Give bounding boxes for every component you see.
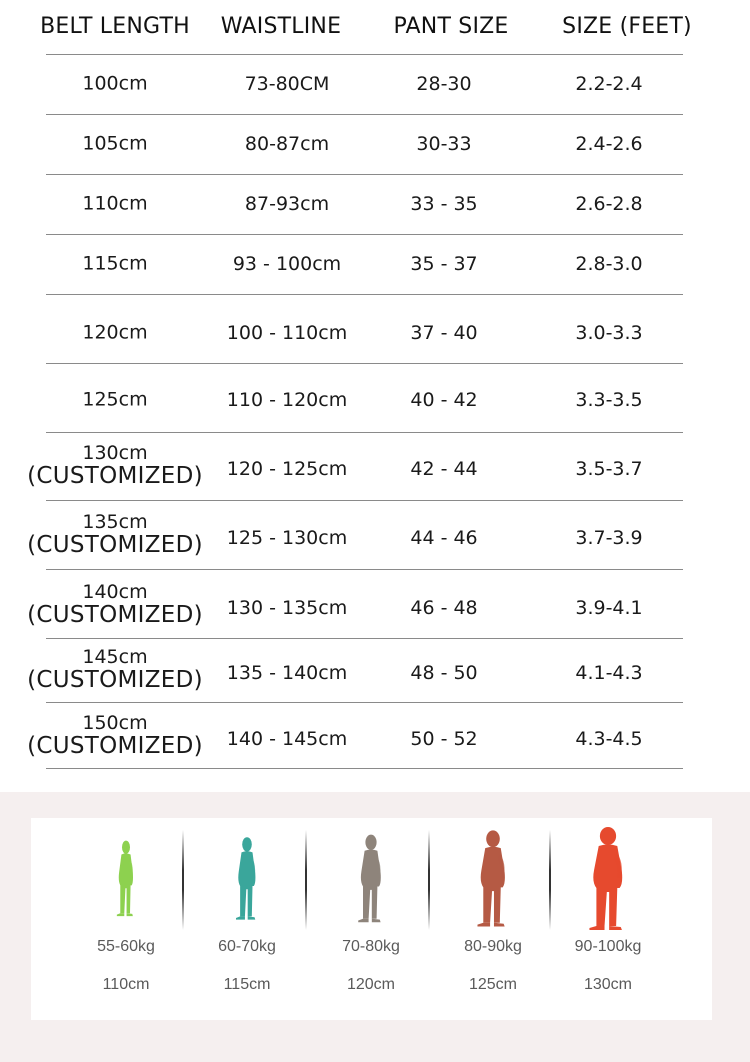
cell-pant-size: 44 - 46 (410, 527, 478, 549)
customized-note: (CUSTOMIZED) (27, 462, 203, 489)
row-divider (46, 638, 683, 639)
belt-length-value: 100cm (82, 72, 148, 95)
cell-belt-length (82, 390, 147, 411)
header-size-feet: SIZE (FEET) (562, 14, 692, 39)
row-divider (46, 54, 683, 55)
cell-belt-length (82, 194, 147, 215)
cell-pant-size: 42 - 44 (410, 458, 478, 480)
header-waistline: WAISTLINE (220, 14, 342, 39)
body-guide-item (185, 818, 309, 1020)
cell-size-feet: 4.3-4.5 (575, 728, 643, 750)
cell-pant-size: 46 - 48 (410, 597, 478, 619)
cell-size-feet: 2.2-2.4 (575, 73, 643, 95)
cell-size-feet: 3.3-3.5 (575, 389, 643, 411)
cell-waistline: 93 - 100cm (232, 253, 342, 275)
cell-size-feet: 4.1-4.3 (575, 662, 643, 684)
cell-waistline: 110 - 120cm (226, 389, 348, 411)
belt-length-value: 140cm (82, 580, 148, 603)
customized-note: (CUSTOMIZED) (27, 732, 203, 759)
belt-length-value: 130cm (82, 441, 148, 464)
belt-length-value: 115cm (82, 252, 148, 275)
weight-range: 80-90kg (464, 938, 522, 955)
row-divider (46, 114, 683, 115)
cell-waistline: 73-80CM (244, 73, 330, 95)
cell-pant-size: 28-30 (416, 73, 472, 95)
row-divider (46, 500, 683, 501)
body-guide-item (64, 818, 188, 1020)
cell-belt-length (27, 713, 203, 759)
body-guide-item (431, 818, 555, 1020)
cell-waistline: 125 - 130cm (226, 527, 348, 549)
row-divider (46, 363, 683, 364)
cell-waistline: 135 - 140cm (226, 662, 348, 684)
header-belt-length: BELT LENGTH (40, 14, 190, 39)
cell-pant-size: 40 - 42 (410, 389, 478, 411)
cell-belt-length (27, 443, 203, 489)
belt-length-value: 135cm (82, 510, 148, 533)
cell-pant-size: 33 - 35 (410, 193, 478, 215)
belt-length-value: 145cm (82, 645, 148, 668)
belt-length-value: 125cm (82, 388, 148, 411)
cell-size-feet: 3.5-3.7 (575, 458, 643, 480)
cell-waistline: 100 - 110cm (226, 322, 348, 344)
weight-range: 60-70kg (218, 938, 276, 955)
row-divider (46, 768, 683, 769)
cell-waistline: 130 - 135cm (226, 597, 348, 619)
row-divider (46, 432, 683, 433)
customized-note: (CUSTOMIZED) (27, 601, 203, 628)
cell-belt-length (27, 512, 203, 558)
table-header (0, 0, 750, 54)
recommended-belt-length: 120cm (346, 976, 396, 993)
weight-range: 90-100kg (574, 938, 642, 955)
row-divider (46, 569, 683, 570)
cell-size-feet: 2.6-2.8 (575, 193, 643, 215)
belt-length-value: 105cm (82, 132, 148, 155)
body-guide-item (546, 818, 670, 1020)
cell-waistline: 80-87cm (244, 133, 330, 155)
body-guide-item (309, 818, 433, 1020)
row-divider (46, 174, 683, 175)
weight-range: 70-80kg (342, 938, 400, 955)
header-pant-size: PANT SIZE (393, 14, 509, 39)
row-divider (46, 702, 683, 703)
cell-pant-size: 48 - 50 (410, 662, 478, 684)
body-guide-card (31, 818, 712, 1020)
customized-note: (CUSTOMIZED) (27, 666, 203, 693)
recommended-belt-length: 125cm (468, 976, 518, 993)
cell-belt-length (82, 74, 147, 95)
cell-belt-length (82, 134, 147, 155)
cell-belt-length (82, 323, 147, 344)
cell-size-feet: 2.4-2.6 (575, 133, 643, 155)
belt-length-value: 120cm (82, 321, 148, 344)
cell-pant-size: 50 - 52 (410, 728, 478, 750)
cell-pant-size: 37 - 40 (410, 322, 478, 344)
cell-size-feet: 3.9-4.1 (575, 597, 643, 619)
customized-note: (CUSTOMIZED) (27, 531, 203, 558)
cell-size-feet: 3.0-3.3 (575, 322, 643, 344)
belt-length-value: 110cm (82, 192, 148, 215)
recommended-belt-length: 110cm (102, 976, 150, 993)
belt-length-value: 150cm (82, 711, 148, 734)
recommended-belt-length: 130cm (583, 976, 633, 993)
cell-belt-length (27, 582, 203, 628)
cell-pant-size: 30-33 (416, 133, 472, 155)
cell-pant-size: 35 - 37 (410, 253, 478, 275)
cell-belt-length (82, 254, 147, 275)
cell-size-feet: 3.7-3.9 (575, 527, 643, 549)
cell-belt-length (27, 647, 203, 693)
weight-range: 55-60kg (97, 938, 155, 955)
cell-waistline: 87-93cm (244, 193, 330, 215)
cell-size-feet: 2.8-3.0 (575, 253, 643, 275)
row-divider (46, 294, 683, 295)
row-divider (46, 234, 683, 235)
cell-waistline: 120 - 125cm (226, 458, 348, 480)
cell-waistline: 140 - 145cm (226, 728, 348, 750)
recommended-belt-length: 115cm (223, 976, 271, 993)
